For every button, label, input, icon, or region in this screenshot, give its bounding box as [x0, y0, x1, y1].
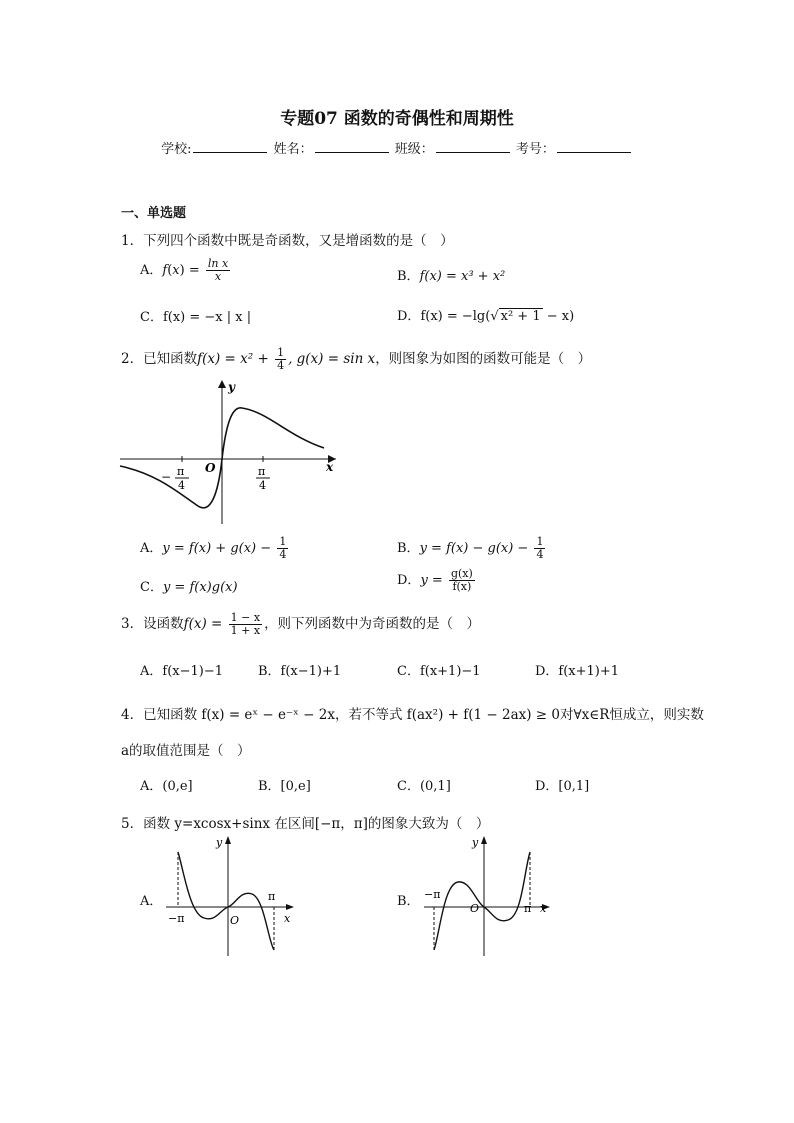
- number-blank[interactable]: [557, 140, 631, 153]
- pi-den: 4: [259, 479, 266, 492]
- q5-graph-a: [160, 832, 300, 958]
- q1-option-d: D．f(x) = −lg(√ x² + 1 − x): [397, 309, 575, 324]
- svg-text:O: O: [230, 914, 240, 927]
- q2-option-a: A．y = f(x) + g(x) − $\frac{1}{4}$: [140, 535, 287, 561]
- svg-text:O: O: [470, 902, 480, 915]
- svg-text:π: π: [268, 890, 276, 903]
- q4-option-d: D．[0,1]: [535, 779, 590, 794]
- field-class: 班级：: [394, 142, 434, 157]
- q3-option-d: D．f(x+1)+1: [535, 664, 620, 679]
- q5-label-b: B．: [397, 894, 420, 909]
- pi-num: π: [258, 465, 266, 478]
- section-heading: 一、单选题: [121, 206, 187, 221]
- origin-label: O: [205, 461, 216, 475]
- svg-text:−π: −π: [168, 912, 185, 925]
- q4-option-a: A．(0,e]: [140, 779, 193, 794]
- q4-option-b: B．[0,e]: [258, 779, 311, 794]
- field-school: 学校:: [161, 142, 192, 157]
- page-title: 专题07 函数的奇偶性和周期性: [280, 109, 514, 129]
- q5-label-a: A．: [140, 894, 163, 909]
- svg-text:x: x: [540, 902, 547, 915]
- q5-graph-b: [418, 832, 558, 958]
- q5a-curve: [178, 852, 274, 950]
- class-blank[interactable]: [436, 140, 510, 153]
- q1-option-a: A．f(x) = $\frac{\text{ln x}}{x}$: [140, 257, 229, 283]
- field-name: 姓名：: [273, 142, 313, 157]
- q4-stem-line2: a的取值范围是（ ）: [121, 743, 251, 759]
- q2-stem: 2．已知函数f(x) = x² + $\frac{1}{4}$ , g(x) = sin x，则图象为如图的函数可能是（ ）: [121, 346, 592, 372]
- field-number: 考号：: [515, 142, 555, 157]
- y-axis-arrow: [218, 380, 226, 388]
- neg-pi-den: 4: [178, 479, 185, 492]
- neg-pi-num: π: [177, 465, 185, 478]
- q3-option-b: B．f(x−1)+1: [258, 664, 342, 679]
- school-blank[interactable]: [193, 140, 267, 153]
- q2-option-d: D．y = $\frac{g(x)}{f(x)}$: [397, 567, 473, 593]
- minus-sign: −: [161, 470, 172, 484]
- svg-text:π: π: [524, 902, 532, 915]
- q4-stem-line1: 4．已知函数 f(x) = eˣ − e⁻ˣ − 2x，若不等式 f(ax²) + f(1 − 2ax) ≥ 0对∀x∈R恒成立，则实数: [121, 707, 704, 723]
- q2-option-c: C．y = f(x)g(x): [140, 580, 238, 595]
- q3-stem: 3．设函数f(x) = $\frac{1 - x}{1 + x}$ ，则下列函数中为奇函数的是（ ）: [121, 611, 481, 637]
- q1-option-c: C．f(x) = −x | x |: [140, 310, 252, 325]
- q2-option-b: B．y = f(x) − g(x) − $\frac{1}{4}$: [397, 535, 544, 561]
- student-info-row: [0, 138, 794, 157]
- svg-text:y: y: [216, 836, 223, 849]
- q2-graph: [118, 378, 348, 526]
- x-label: x: [326, 460, 334, 474]
- q5b-curve: [434, 852, 530, 950]
- svg-text:x: x: [284, 912, 291, 925]
- svg-text:y: y: [472, 836, 479, 849]
- q3-option-a: A．f(x−1)−1: [140, 664, 224, 679]
- q3-option-c: C．f(x+1)−1: [397, 664, 481, 679]
- svg-text:−π: −π: [424, 888, 441, 901]
- name-blank[interactable]: [315, 140, 389, 153]
- q5-stem: 5．函数 y=xcosx+sinx 在区间[−π，π]的图象大致为（ ）: [121, 816, 490, 832]
- q4-option-c: C．(0,1]: [397, 779, 451, 794]
- y-label: y: [228, 380, 235, 394]
- q1-option-b: B．f(x) = x³ + x²: [397, 269, 506, 284]
- q1-stem: 1．下列四个函数中既是奇函数，又是增函数的是（ ）: [121, 233, 454, 249]
